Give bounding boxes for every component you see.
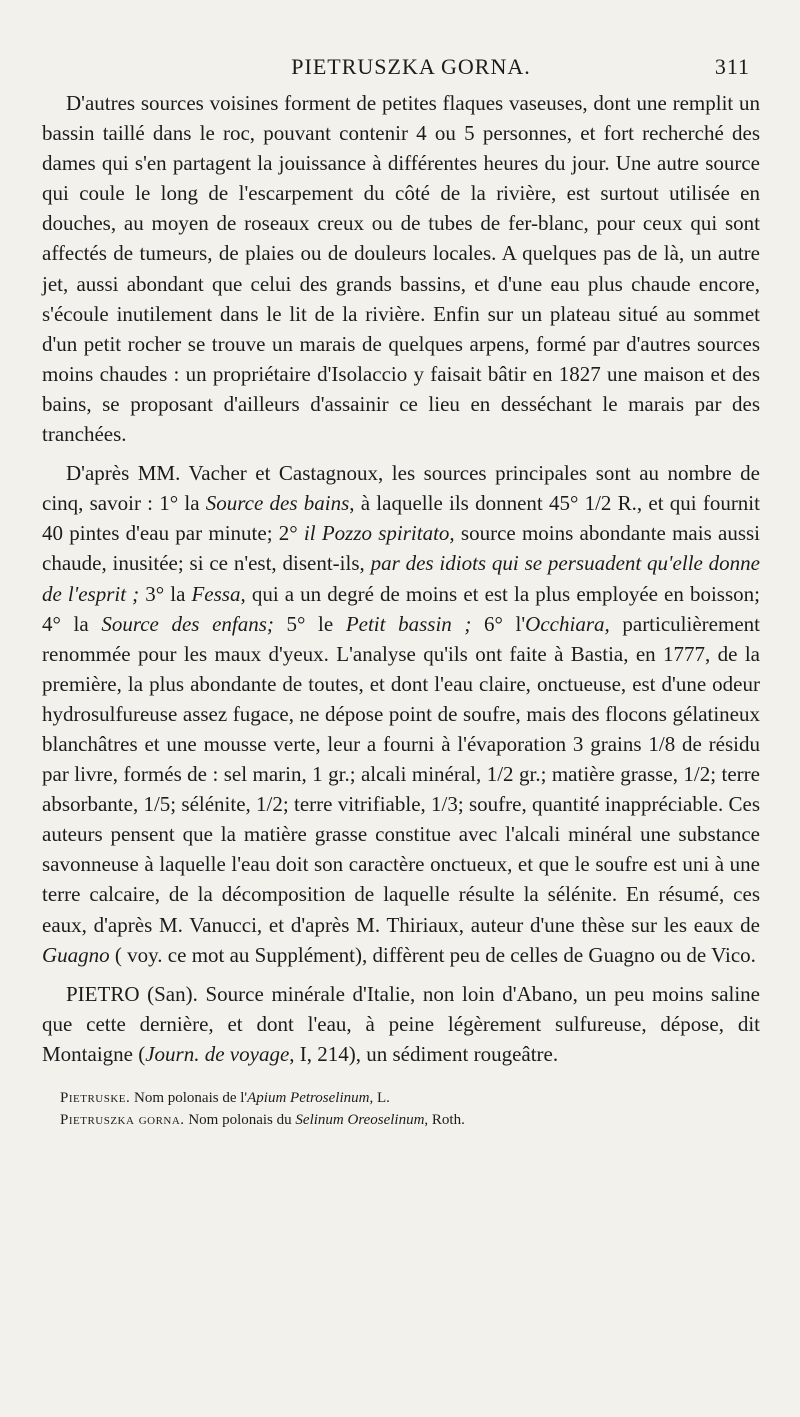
footnote-pietruszka-gorna [60, 1109, 760, 1131]
text-span: , Roth. [424, 1112, 465, 1128]
text-span: source moins abondante mais aussi chaude, inusitée; si ce n'est, disent-ils, [42, 521, 761, 576]
text-span: 3° la [139, 581, 192, 606]
text-span: Nom polonais du [184, 1112, 296, 1128]
text-span: particulièrement renommée pour les maux d'yeux. L'analyse qu'ils ont faite à Bastia, en 1777, de la première, la plus abondante de toutes, et dont l'eau claire, onctueuse, est d'une odeur hydrosulfureuse assez fugace, ne dépose point de soufre, mais des flocons gélatineux blanchâtres et une mousse verte, leur a fourni à l'évaporation 3 grains 1/8 de résidu par livre, formés de : sel marin, 1 gr.; alcali minéral, 1/2 gr.; matière grasse, 1/2; terre absorbante, 1/5; sélénite, 1/2; terre vitrifiable, 1/3; soufre, quantité inappréciable. Ces auteurs pensent que la matière grasse constitue avec l'alcali minéral une substance savonneuse à laquelle l'eau doit son caractère onctueux, et que le soufre est uni à une terre calcaire, de la décomposition de laquelle résulte la sélénite. En résumé, ces eaux, d'après M. Vanucci, et d'après M. Thiriaux, auteur d'une thèse sur les eaux de [42, 611, 760, 937]
text-span: PIETRO (San). Source minérale d'Italie, non loin d'Abano, un peu moins saline que cette dernière, et dont l'eau, à peine légèrement sulfureuse, dépose, dit Montaigne ( [42, 981, 760, 1066]
footnote-term: Pietruszka gorna. [60, 1112, 185, 1128]
italic-journ-de-voyage: Journ. de voyage [145, 1041, 290, 1066]
footnote-term: Pietruske. [60, 1090, 131, 1106]
text-span: Nom polonais de l' [130, 1090, 248, 1106]
text-span: , qui a un degré de moins et est la plus employée en boisson; 4° la [42, 581, 760, 636]
text-span: , L. [369, 1090, 390, 1106]
italic-fessa: Fessa [191, 581, 241, 606]
italic-pozzo-spiritato: il Pozzo spiritato, [303, 521, 455, 546]
italic-apium-petroselinum: Apium Petroselinum [247, 1090, 370, 1106]
text-span: , à laquelle ils donnent 45° 1/2 R., et qui fournit 40 pintes d'eau par minute; 2° [42, 491, 760, 546]
text-span: ( voy. ce mot au Supplément), diffèrent peu de celles de Guagno ou de Vico. [109, 942, 756, 967]
italic-quotation: par des idiots qui se persuadent qu'elle donne de l'esprit ; [42, 551, 760, 606]
text-span: , I, 214), un sédiment rougeâtre. [289, 1041, 559, 1066]
paragraph-sources-voisines: D'autres sources voisines forment de petites flaques vaseuses, dont une remplit un bassin taillé dans le roc, pouvant contenir 4 ou 5 personnes, et fort recherché des dames qui s'en partagent la jouissance à différentes heures du jour. Une autre source qui coule le long de l'escarpement du côté de la rivière, est surtout utilisée en douches, au moyen de roseaux creux ou de tubes de fer-blanc, pour ceux qui sont affectés de tumeurs, de plaies ou de douleurs locales. A quelques pas de là, un autre jet, aussi abondant que celui des grands bassins, et d'une eau plus chaude encore, s'écoule inutilement dans le lit de la rivière. Enfin sur un plateau situé au sommet d'un petit rocher se trouve un marais de quelques arpens, formé par d'autres sources moins chaudes : un propriétaire d'Isolaccio y faisait bâtir en 1827 une maison et des bains, se proposant d'ailleurs d'assainir ce lieu en desséchant le marais par des tranchées. [42, 91, 760, 447]
italic-source-des-bains: Source des bains [205, 491, 350, 516]
italic-occhiara: Occhiara, [525, 611, 610, 636]
text-span: 6° l' [471, 611, 526, 636]
footnote-pietruske [60, 1087, 760, 1109]
italic-petit-bassin: Petit bassin ; [345, 611, 472, 636]
body-text [42, 88, 760, 1069]
text-span: D'après MM. Vacher et Castagnoux, les sources principales sont au nombre de cinq, savoir : 1° la [42, 461, 760, 516]
italic-guagno: Guagno [42, 942, 110, 967]
running-header [42, 54, 760, 88]
footnotes [60, 1087, 760, 1131]
italic-source-des-enfans: Source des enfans; [101, 611, 274, 636]
paragraph-pietro-san [42, 979, 760, 1069]
running-title: PIETRUSZKA GORNA. [291, 54, 531, 79]
italic-selinum-oreoselinum: Selinum Oreoselinum [295, 1112, 425, 1128]
page-number: 311 [714, 54, 750, 79]
paragraph-analyse-sources [42, 458, 760, 970]
text-span: 5° le [273, 611, 346, 636]
